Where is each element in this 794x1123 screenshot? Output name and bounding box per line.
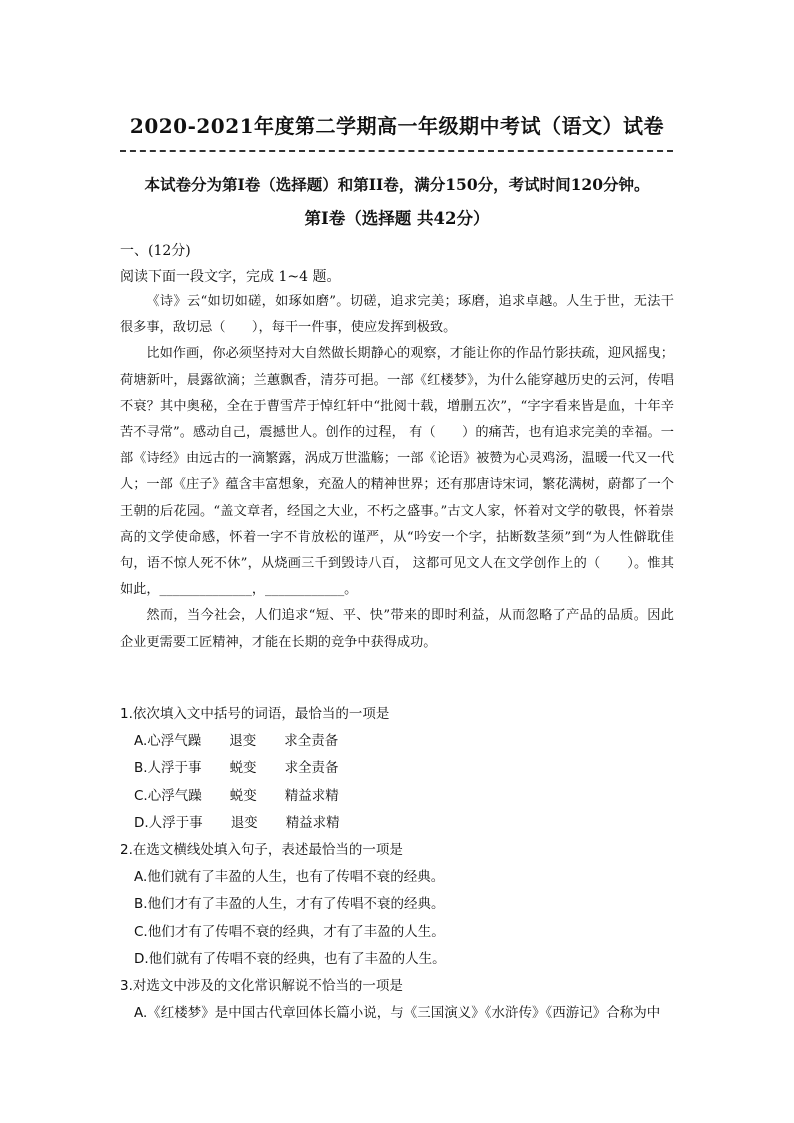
option-text: 求全责备 <box>284 760 339 777</box>
option-text: 蜕变 <box>229 760 257 777</box>
exam-title: 2020-2021年度第二学期高一年级期中考试（语文）试卷 <box>129 114 665 138</box>
question-1-stem: 1.依次填入文中括号的词语，最恰当的一项是 <box>120 706 390 722</box>
dashed-divider <box>120 150 673 152</box>
option-text: D.人浮于事 <box>134 814 203 831</box>
option-text: 蜕变 <box>229 787 257 804</box>
question-list <box>120 701 680 1027</box>
question-2-option-d: D.他们就有了传唱不衰的经典，也有了丰盈的人生。 <box>134 950 446 967</box>
reading-instruction: 阅读下面一段文字，完成 1~4 题。 <box>120 269 341 285</box>
option-text: A.心浮气躁 <box>134 733 202 750</box>
option-text: 精益求精 <box>285 814 340 831</box>
question-1-option-b <box>120 755 680 782</box>
exam-subtitle: 本试卷分为第Ⅰ卷（选择题）和第II卷，满分150分，考试时间120分钟。 <box>144 175 650 194</box>
question-2-option-a: A.他们就有了丰盈的人生，也有了传唱不衰的经典。 <box>134 869 445 886</box>
question-3-stem: 3.对选文中涉及的文化常识解说不恰当的一项是 <box>120 978 403 995</box>
option-text: B.人浮于事 <box>134 760 202 777</box>
question-1-option-d <box>120 810 680 837</box>
option-text: C.心浮气躁 <box>134 787 202 804</box>
part-heading: 一、(12分) <box>120 243 191 259</box>
question-2-stem: 2.在选文横线处填入句子，表述最恰当的一项是 <box>120 842 403 859</box>
option-text: 退变 <box>230 814 258 831</box>
question-2-option-c: C.他们才有了传唱不衰的经典，才有了丰盈的人生。 <box>134 923 445 940</box>
section-heading: 第Ⅰ卷（选择题 共42分） <box>304 209 490 228</box>
option-text: 求全责备 <box>284 733 339 750</box>
option-text: 退变 <box>229 733 257 750</box>
question-1-option-c <box>120 783 680 810</box>
passage-paragraph-3: 然而，当今社会，人们追求“短、平、快”带来的即时利益，从而忽略了产品的品质。因此企业更需要工匠精神，才能在长期的竞争中获得成功。 <box>120 608 674 650</box>
passage-paragraph-1: 《诗》云“如切如磋，如琢如磨”。切磋，追求完美；琢磨，追求卓越。人生于世，无法干很多事，敌切忌（ ），每干一件事，使应发挥到极致。 <box>120 294 674 336</box>
question-1-option-a <box>120 728 680 755</box>
reading-passage <box>120 289 674 656</box>
option-text: 精益求精 <box>284 787 339 804</box>
passage-paragraph-2: 比如作画，你必须坚持对大自然做长期静心的观察，才能让你的作品竹影扶疏，迎风摇曳；荷塘新叶，晨露欲滴；兰蕙飘香，清芬可挹。一部《红楼梦》，为什么能穿越历史的云河，传唱不衰？其中奥秘，全在于曹雪芹于悼红轩中“批阅十载，增删五次”，“字字看来皆是血，十年辛苦不寻常”。感动自己，震撼世人。创作的过程， 有（ ）的痛苦，也有追求完美的幸福。一部《诗经》由远古的一滴繁露，涡成万世滥觞；一部《论语》被赞为心灵鸡汤，温暖一代又一代人；一部《庄子》蕴含丰富想象，充盈人的精神世界；还有那唐诗宋词，繁花满树，蔚都了一个王朝的后花园。“盖文章者，经国之大业，不朽之盛事。”古文人家，怀着对文学的敬畏，怀着崇高的文学使命感，怀着一字不肯放松的谨严，从“吟安一个字，拈断数茎须”到“为人性僻耽佳句，语不惊人死不休”，从烧画三千到毁诗八百， 这都可见文人在文学创作上的（ ）。惟其如此，______________，____________。 <box>120 346 674 598</box>
question-3-option-a: A.《红楼梦》是中国古代章回体长篇小说，与《三国演义》《水浒传》《西游记》合称为中 <box>134 1005 661 1022</box>
question-2-option-b: B.他们才有了丰盈的人生，才有了传唱不衰的经典。 <box>134 896 445 913</box>
